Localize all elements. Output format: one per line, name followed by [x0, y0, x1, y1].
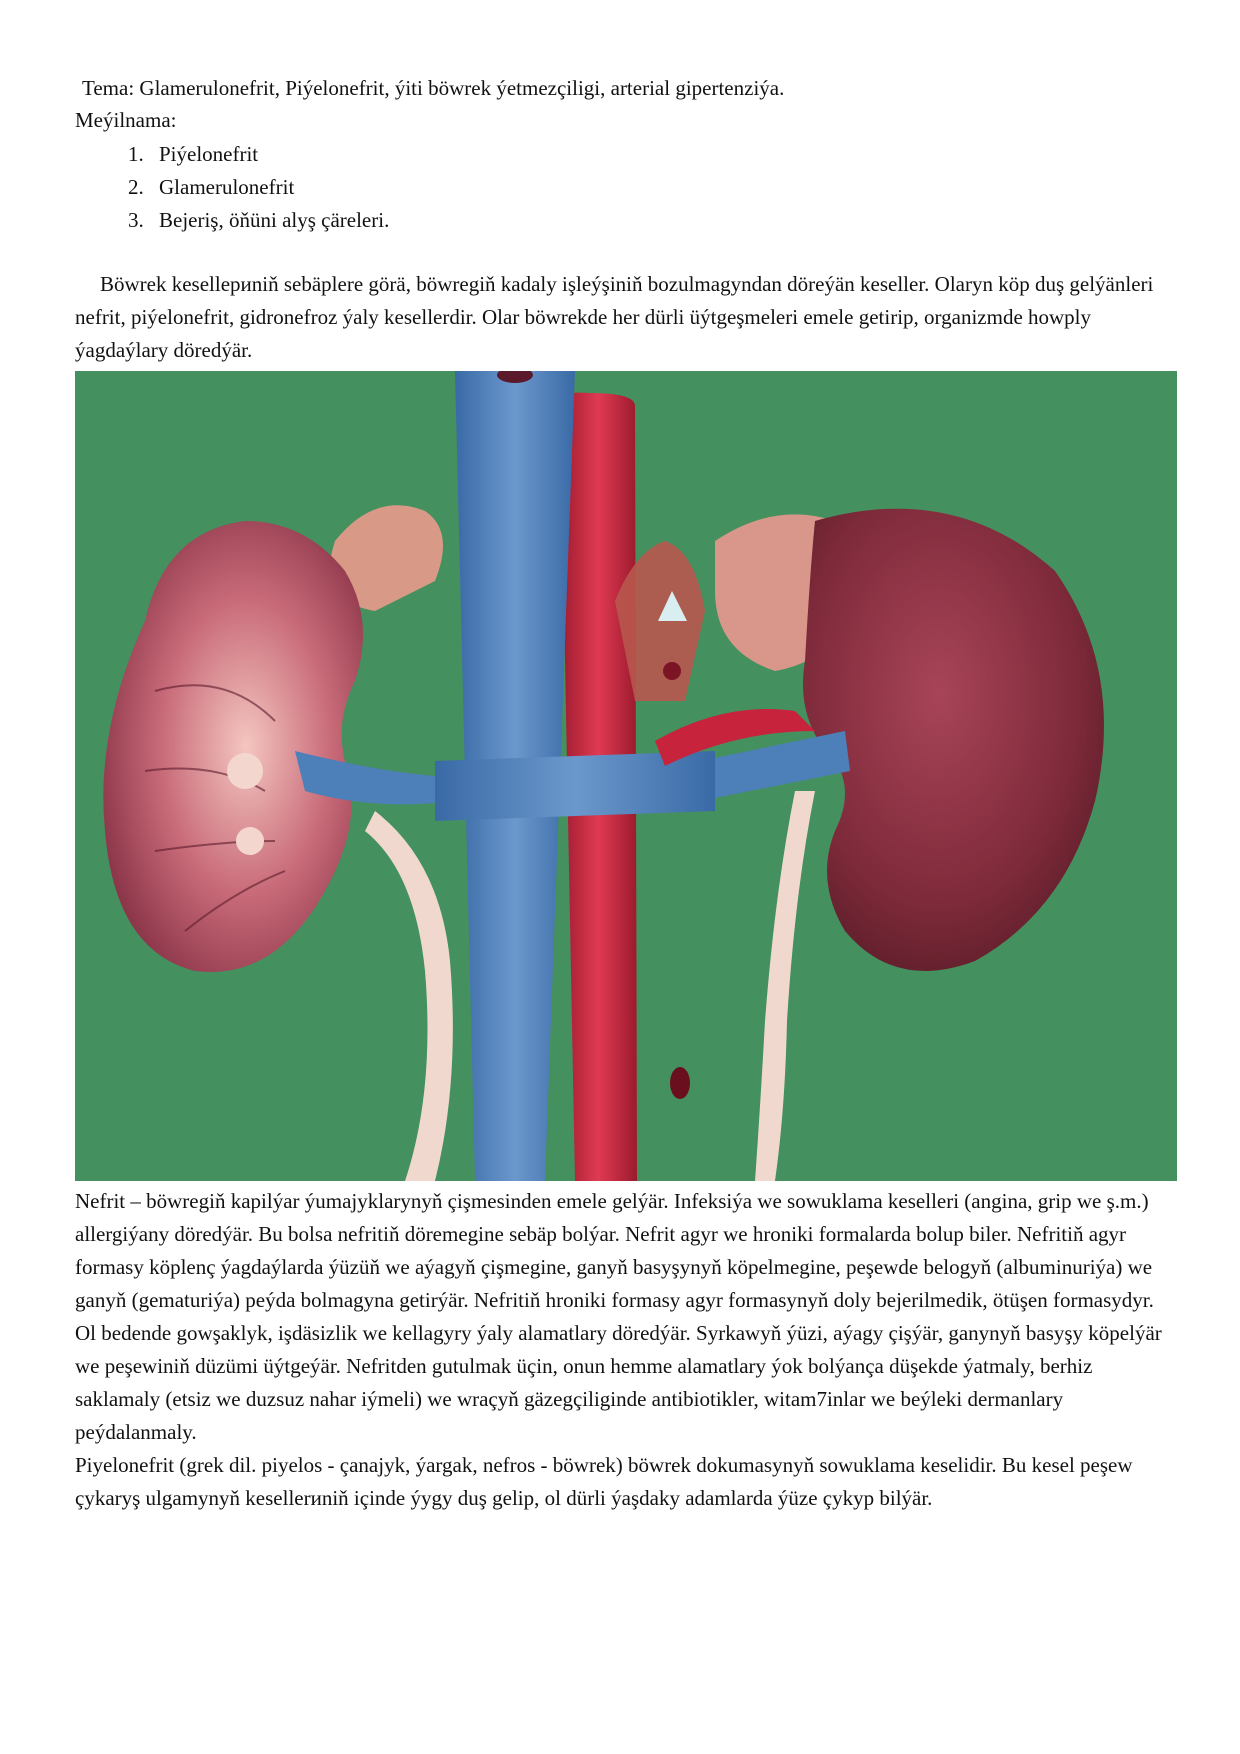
plan-item: 2. Glamerulonefrit	[149, 171, 389, 204]
plan-item: 1. Piýelonefrit	[149, 138, 389, 171]
piyelonefrit-text: Piyelonefrit (grek dil. piyelos - çanajyk, ýargak, nefros - böwrek) böwrek dokumasynyň sowuklama keselidir. Bu kesel peşew çykaryş ulgamynyň kesellerиniň içinde ýygy duş gelip, ol dürli ýaşdaky adamlarda ýüze çykyp bilýär.	[75, 1453, 1133, 1510]
kidney-model-image	[75, 371, 1177, 1181]
plan-label: Meýilnama:	[75, 108, 177, 132]
topic-title: Tema: Glamerulonefrit, Piýelonefrit, ýiti böwrek ýetmezçiligi, arterial gipertenziýa.	[82, 76, 785, 100]
nefrit-paragraph	[75, 1185, 1165, 1515]
intro-paragraph: Böwrek kesellериniň sebäplere görä, böwregiň kadaly işleýşiniň bozulmagyndan döreýän keseller. Olaryn köp duş gelýänleri nefrit, piýelonefrit, gidronefroz ýaly kesellerdir. Olar böwrekde her dürli üýtgeşmeleri emele getirip, organizmde howply ýagdaýlary döredýär.	[75, 272, 1154, 362]
plan-list	[75, 138, 389, 237]
kidney-model-illustration	[75, 371, 1177, 1181]
plan-item: 3. Bejeriş, öňüni alyş çäreleri.	[149, 204, 389, 237]
nefrit-text: Nefrit – böwregiň kapilýar ýumajyklarynyň çişmesinden emele gelýär. Infeksiýa we sowuklama keselleri (angina, grip we ş.m.) allergiýany döredýär. Bu bolsa nefritiň döremegine sebäp bolýar. Nefrit agyr we hroniki formalarda bolup biler. Nefritiň agyr formasy köplenç ýagdaýlarda ýüzüň we aýagyň çişmegine, ganyň basyşynyň köpelmegine, peşewde belogyň (albuminuriýa) we ganyň (gematuriýa) peýda bolmagyna getirýär. Nefritiň hroniki formasy agyr formasynyň doly bejerilmedik, ötüşen formasydyr. Ol bedende gowşaklyk, işdäsizlik we kellagyry ýaly alamatlary döredýär. Syrkawyň ýüzi, aýagy çişýär, ganynyň basyşy köpelýär we peşewiniň düzümi üýtgeýär. Nefritden gutulmak üçin, onun hemme alamatlary ýok bolýança düşekde ýatmaly, berhiz saklamaly (etsiz we duzsuz nahar iýmeli) we wraçyň gäzegçiliginde antibiotikler, witam7inlar we beýleki dermanlary peýdalanmaly.	[75, 1189, 1162, 1444]
